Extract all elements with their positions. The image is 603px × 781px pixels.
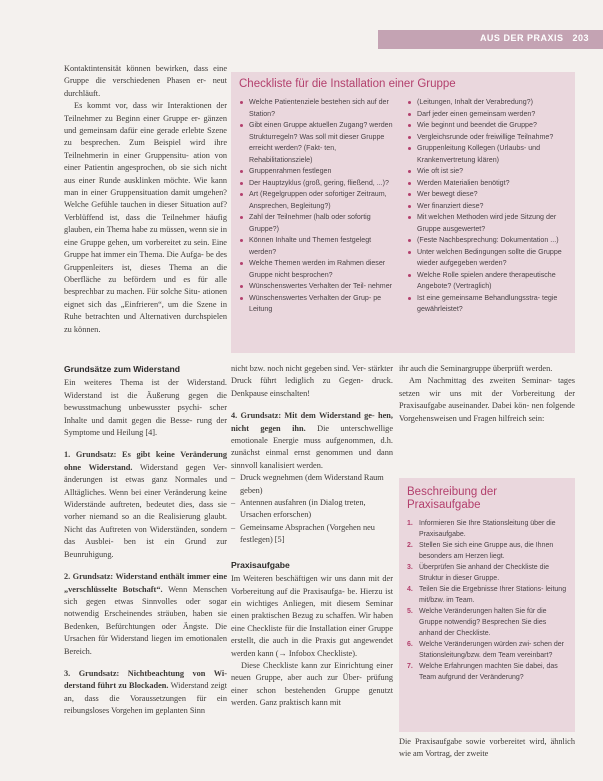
paragraph-text: Widerstand gegen Ver- änderungen ist etwas ganz Normales und Alltägliches. Wenn bei einer Veränderung keine Widerstände auftreten, bedeutet dies, dass sie vorher niemand so an die Realisierung glaubt. Nicht das Auftreten von Widerständen, sondern das Ausblei- ben ist ein Grund zur Beunruhigung. (64, 462, 227, 559)
paragraph-text: Die unterschwellige emotionale Energie muss aufgenommen, d.h. zunächst einmal ernst genommen und dann sinnvoll kanalisiert werden. (231, 423, 394, 470)
list-item (407, 661, 567, 683)
list-item: Der Hauptzyklus (groß, gering, fließend, ...)? (239, 178, 397, 190)
task-box (399, 478, 575, 732)
paragraph: Am Nachmittag des zweiten Seminar- tages setzen wir uns mit der Vorbereitung der Praxisaufgabe auseinander. Dabei kön- nen folgende Vorgehensweisen und Fragen hilfreich sein: (399, 376, 575, 423)
item-text: Welche Veränderungen halten Sie für die Gruppe notwendig? Besprechen Sie dies anhand der Checkliste. (419, 608, 547, 637)
col1-bottom (64, 363, 227, 718)
list-item: Mit welchen Methoden wird jede Sitzung der Gruppe ausgewertet? (407, 212, 567, 235)
item-text: Welche Veränderungen würden zwi- schen der Stationsleitung/bzw. dem Team vereinbart? (419, 641, 565, 659)
list-item: Welche Patientenziele bestehen sich auf der Station? (239, 97, 397, 120)
list-item: Wer finanziert diese? (407, 201, 567, 213)
list-item: – Gemeinsame Absprachen (Vorgehen neu festlegen) [5] (231, 522, 393, 547)
header-section-and-page (480, 33, 589, 43)
paragraph: Es kommt vor, dass wir Interaktionen der Teilnehmer zu Beginn einer Gruppe er- gänzen und gemeinsam dafür eine gerade erlebte Szene zu besprechen. Zum Beispiel wird ihre Teilnehmerin in einer Gruppensitu- ation von einer Patientin angesprochen, ob sie sich nicht aus einer Runde ausklinken möchte. Wie kann man in einer Gruppensituation damit umgehen? Welche Gefühle tauchen in dieser Situation auf? Verblüffend ist, dass die Teilnehmer häufig glauben, ein Thema habe zu müssen, wenn sie in eine Gruppe gehen, um vorbereitet zu sein. Eine Gruppe hat immer ein Thema. Die Aufga- be des Gruppenleiters ist, dieses Thema an die Oberfläche zu befördern und es für alle besprechbar zu machen. Für solche Situ- ationen eignet sich das „Einfrieren“, um die Szene in Ruhe betrachten und Alternativen durchspielen zu können. (64, 101, 227, 334)
paragraph: ihr auch die Seminargruppe überprüft werden. (399, 364, 553, 373)
item-text: Informieren Sie Ihre Stationsleitung über die Praxisaufgabe. (419, 520, 556, 538)
paragraph: Diese Checkliste kann zur Einrichtung einer neuen Gruppe, aber auch zur Über- prüfung einer schon bestehenden Gruppe genutzt werden. Ganz praktisch kann mit (231, 660, 393, 708)
list-item: (Leitungen, Inhalt der Verabredung?) (407, 97, 567, 109)
list-item: (Feste Nachbesprechung: Dokumentation ...) (407, 235, 567, 247)
item-number: 4. (407, 586, 413, 593)
dash-list (231, 472, 393, 546)
run-in-heading: 2. Grundsatz: Widerstand enthält immer eine „verschlüsselte Botschaft“. (64, 572, 227, 594)
header-section: AUS DER PRAXIS (479, 33, 564, 43)
list-item (407, 584, 567, 606)
paragraph-text: Widerstand zeigt an, dass die Voraussetzungen für ein reibungsloses Vorgehen im geplanten Sinn (64, 681, 227, 716)
paragraph: Kontaktintensität können bewirken, dass eine Gruppe die verschiedenen Phasen er- neut durchläuft. (64, 64, 227, 98)
list-item: Ist eine gemeinsame Behandlungsstra- tegie gewährleistet? (407, 293, 567, 316)
paragraph (64, 668, 227, 718)
list-item (407, 540, 567, 562)
item-text: Teilen Sie die Ergebnisse Ihrer Stations- leitung mit/bzw. im Team. (419, 586, 567, 604)
col1-top (64, 63, 227, 336)
list-item: Wie oft ist sie? (407, 166, 567, 178)
list-item: Können Inhalte und Themen festgelegt werden? (239, 235, 397, 258)
header-band (378, 30, 603, 49)
task-box-title: Beschreibung der Praxisaufgabe (407, 486, 498, 511)
section-heading: Grundsätze zum Widerstand (64, 364, 180, 374)
list-item: Wer bewegt diese? (407, 189, 567, 201)
list-item: Welche Themen werden im Rahmen dieser Gruppe nicht besprochen? (239, 258, 397, 281)
checklist-title: Checkliste für die Installation einer Gruppe (239, 78, 456, 90)
list-item: Darf jeder einen gemeinsam werden? (407, 109, 567, 121)
item-number: 2. (407, 542, 413, 549)
item-number: 6. (407, 641, 413, 648)
paragraph: nicht bzw. noch nicht gegeben sind. Ver- stärkter Druck führt lediglich zu Gegen- druck. Denkpause einschalten! (231, 364, 393, 398)
paragraph: Die Praxisaufgabe sowie vorbereitet wird, ähnlich wie am Vortrag, der zweite (399, 737, 575, 759)
item-number: 3. (407, 564, 413, 571)
checklist-col-a (239, 97, 397, 316)
list-item: Art (Regelgruppen oder sofortiger Zeitraum, Ansprechen, Begleitung?) (239, 189, 397, 212)
item-number: 7. (407, 663, 413, 670)
list-item (407, 562, 567, 584)
paragraph (64, 571, 227, 658)
list-item: Gibt einen Gruppe aktuellen Zugang? werden Strukturregeln? Was soll mit dieser Gruppe erreicht werden? (Fakt- ten, Rehabilitationsziele) (239, 120, 397, 166)
task-list (407, 518, 567, 683)
list-item: – Druck wegnehmen (dem Widerstand Raum geben) (231, 472, 393, 497)
list-item: Unter welchen Bedingungen sollte die Gruppe wieder aufgegeben werden? (407, 247, 567, 270)
page-number: 203 (572, 33, 589, 43)
col3 (399, 363, 575, 425)
list-item: Gruppenrahmen festlegen (239, 166, 397, 178)
list-item: Wünschenswertes Verhalten der Grup- pe Leitung (239, 293, 397, 316)
paragraph: Im Weiteren beschäftigen wir uns dann mit der Vorbereitung auf die Praxisaufga- be. Hierzu ist ein wichtiges Anliegen, mit diesem Seminar einen praktischen Bezug zu schaffen. Wir haben eine Checkliste für die Installation einer Gruppe erstellt, die auch in die Praxis gut angewendet werden kann (→ Infobox Checkliste). (231, 574, 393, 658)
paragraph-text: Wenn Menschen sich gegen etwas Sinnvolles oder sogar notwendig Erscheinendes sträuben, haben sie Bedenken, Befürchtungen oder Ängste. Die Ursachen für Widerstand liegen im emotionalen Bereich. (64, 584, 227, 656)
list-item: Wünschenswertes Verhalten der Teil- nehmer (239, 281, 397, 293)
item-text: Stellen Sie sich eine Gruppe aus, die Ihnen besonders am Herzen liegt. (419, 542, 554, 560)
col3-bottom (399, 736, 575, 761)
item-text: Welche Erfahrungen machten Sie dabei, das Team aufgrund der Veränderung? (419, 663, 558, 681)
item-text: Überprüfen Sie anhand der Checkliste die Struktur in dieser Gruppe. (419, 564, 549, 582)
list-item (407, 518, 567, 540)
col2 (231, 363, 393, 710)
list-item: Wie beginnt und beendet die Gruppe? (407, 120, 567, 132)
list-item: Gruppenleitung Kollegen (Urlaubs- und Krankenvertretung klären) (407, 143, 567, 166)
run-in-heading: 3. Grundsatz: Nichtbeachtung von Wi- derstand führt zu Blockaden. (64, 668, 227, 691)
list-item (407, 606, 567, 639)
paragraph: Ein weiteres Thema ist der Widerstand. Widerstand ist die Äußerung gegen die bewusstmachung unbewusster psychi- scher Inhalte und damit gegen die Besse- rung der Symptome und Heilung [4]. (64, 378, 227, 438)
section-heading: Praxisaufgabe (231, 559, 290, 570)
list-item: Welche Rolle spielen andere therapeutische Angebote? (Vertraglich) (407, 270, 567, 293)
list-item: Werden Materialien benötigt? (407, 178, 567, 190)
checklist-col-b (407, 97, 567, 316)
list-item: Zahl der Teilnehmer (halb oder sofortig Gruppe?) (239, 212, 397, 235)
item-number: 1. (407, 520, 413, 527)
item-number: 5. (407, 608, 413, 615)
checklist-box (231, 72, 575, 353)
paragraph (231, 410, 393, 472)
paragraph (64, 449, 227, 561)
run-in-heading: 4. Grundsatz: Mit dem Widerstand ge- hen, nicht gegen ihn. (231, 411, 393, 433)
list-item (407, 639, 567, 661)
list-item: – Antennen ausfahren (in Dialog treten, Ursachen erforschen) (231, 497, 393, 522)
run-in-heading: 1. Grundsatz: Es gibt keine Veränderung ohne Widerstand. (64, 450, 227, 472)
list-item: Vergleichsrunde oder freiwillige Teilnahme? (407, 132, 567, 144)
